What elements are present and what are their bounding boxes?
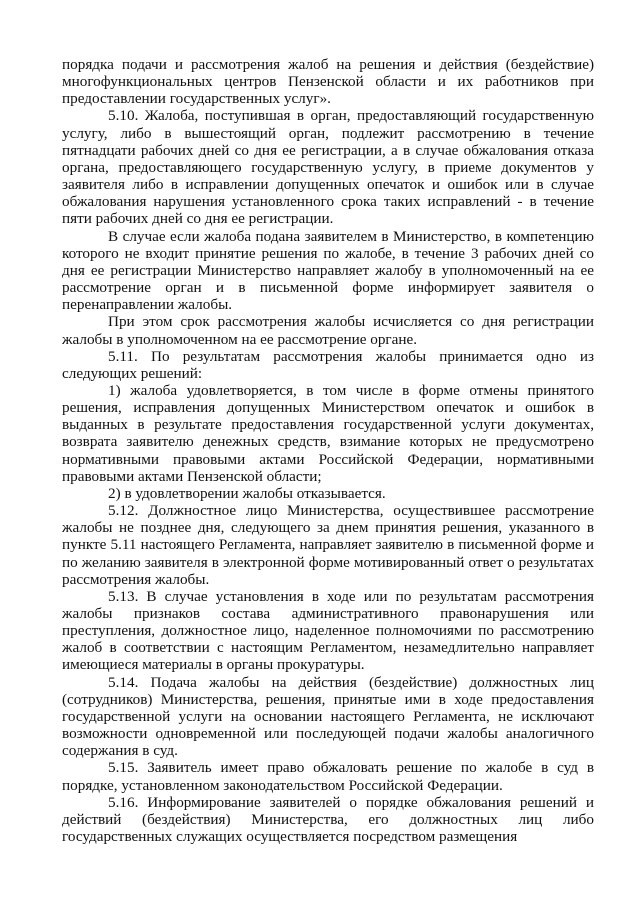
paragraph: При этом срок рассмотрения жалобы исчисляется со дня регистрации жалобы в уполномоченном на ее рассмотрение органе. (62, 313, 594, 348)
paragraph: порядка подачи и рассмотрения жалоб на решения и действия (бездействие) многофункциональных центров Пензенской области и их работников при предоставлении государственных услуг». (62, 56, 594, 108)
paragraph: В случае если жалоба подана заявителем в Министерство, в компетенцию которого не входит принятие решения по жалобе, в течение 3 рабочих дней со дня ее регистрации Министерство направляет жалобу в уполномоченный на ее рассмотрение орган и в письменной форме информирует заявителя о перенаправлении жалобы. (62, 227, 594, 314)
paragraph-5-11: 5.11. По результатам рассмотрения жалобы принимается одно из следующих решений: (62, 347, 594, 382)
paragraph-5-15: 5.15. Заявитель имеет право обжаловать решение по жалобе в суд в порядке, установленном законодательством Российской Федерации. (62, 759, 594, 794)
paragraph-5-16: 5.16. Информирование заявителей о порядке обжалования решений и действий (бездействия) Министерства, его должностных лиц либо государственных служащих осуществляется посредством размещения (62, 793, 594, 846)
list-item-1: 1) жалоба удовлетворяется, в том числе в форме отмены принятого решения, исправления допущенных Министерством опечаток и ошибок в выданных в результате предоставления государственной услуги документах, возврата заявителю денежных средств, взимание которых не предусмотрено нормативными правовыми актами Российской Федерации, нормативными правовыми актами Пензенской области; (62, 381, 594, 485)
list-item-2: 2) в удовлетворении жалобы отказывается. (108, 484, 386, 502)
paragraph-5-10: 5.10. Жалоба, поступившая в орган, предоставляющий государственную услугу, либо в вышестоящий орган, подлежит рассмотрению в течение пятнадцати рабочих дней со дня ее регистрации, а в случае обжалования отказа органа, предоставляющего государственную услугу, в приеме документов у заявителя либо в исправлении допущенных опечаток и ошибок или в случае обжалования нарушения установленного срока таких исправлений - в течение пяти рабочих дней со дня ее регистрации. (62, 107, 594, 228)
paragraph-5-14: 5.14. Подача жалобы на действия (бездействие) должностных лиц (сотрудников) Министерства, решения, принятые ими в ходе предоставления государственной услуги на основании настоящего Регламента, не исключают возможности одновременной или последующей подачи жалобы аналогичного содержания в суд. (62, 673, 594, 760)
paragraph-5-12: 5.12. Должностное лицо Министерства, осуществившее рассмотрение жалобы не позднее дня, следующего за днем принятия решения, указанного в пункте 5.11 настоящего Регламента, направляет заявителю в письменной форме и по желанию заявителя в электронной форме мотивированный ответ о результатах рассмотрения жалобы. (62, 502, 594, 588)
paragraph-5-13: 5.13. В случае установления в ходе или по результатам рассмотрения жалобы признаков состава административного правонарушения или преступления, должностное лицо, наделенное полномочиями по рассмотрению жалоб в соответствии с настоящим Регламентом, незамедлительно направляет имеющиеся материалы в органы прокуратуры. (62, 587, 594, 674)
